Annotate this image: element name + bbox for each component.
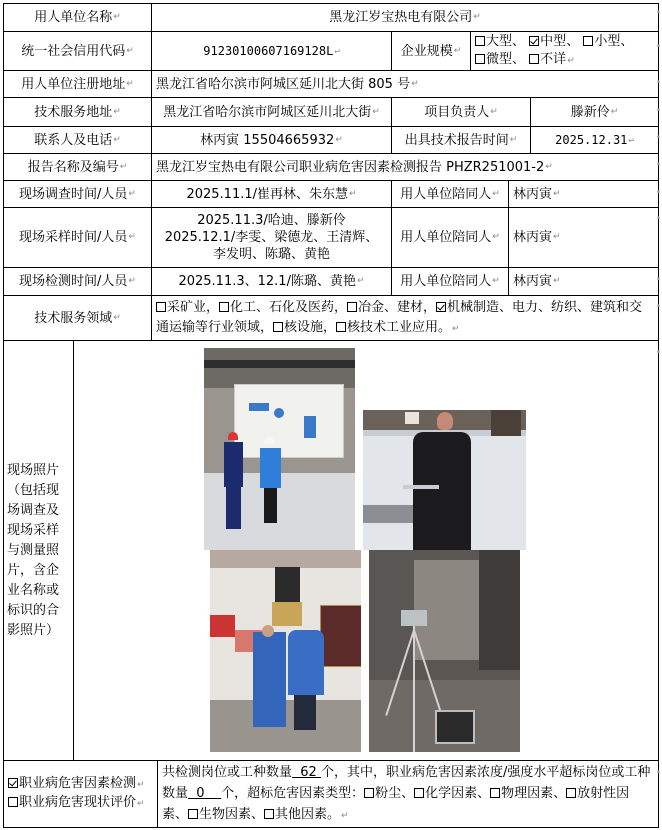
row-end-marker: •	[655, 302, 661, 312]
contact-label: 联系人及电话	[34, 132, 113, 148]
checkbox-icon[interactable]	[347, 302, 357, 312]
row-end-marker: •	[655, 133, 661, 143]
eval-option-assessment[interactable]: 职业病危害现状评价↵	[8, 794, 145, 813]
sampling-cell	[151, 207, 392, 268]
accompany-value: 林丙寅	[513, 230, 553, 245]
inspected-positions-count: 62	[292, 764, 321, 780]
report-date: 2025.12.31	[555, 132, 628, 147]
sampling-line: 李发明、陈璐、黄艳	[212, 247, 330, 262]
row-end-marker: •	[655, 275, 661, 285]
checkbox-icon[interactable]	[583, 36, 593, 46]
field-option-mining[interactable]: 采矿业，	[156, 300, 219, 315]
sampling-label: 现场采样时间/人员	[19, 230, 128, 245]
scale-options-cell: 大型、 中型、 小型、 微型、 不详↵	[470, 31, 659, 71]
testing-label-cell: 现场检测时间/人员 ↵	[3, 267, 152, 296]
row-end-marker: •	[655, 106, 661, 116]
checkbox-icon[interactable]	[219, 302, 229, 312]
scale-option-large[interactable]: 大型、	[475, 34, 525, 49]
report-name-label: 报告名称及编号	[27, 159, 119, 175]
report-date-label-cell: 出具技术报告时间 ↵	[391, 126, 531, 154]
checkbox-icon[interactable]	[566, 788, 576, 798]
contact: 林丙寅 15504665932	[200, 132, 335, 148]
survey-accompany-label-cell: 用人单位陪同人 ↵	[391, 180, 509, 208]
accompany-value: 林丙寅	[513, 186, 553, 202]
report-name-label-cell: 报告名称及编号 ↵	[3, 153, 152, 181]
reg-address: 黑龙江省哈尔滨市阿城区延川北大街 805 号	[156, 76, 411, 92]
photos-label-line: 现场照片	[7, 462, 60, 478]
hazard-option-physical[interactable]: 物理因素、	[490, 786, 566, 801]
sampling-accompany-cell: 林丙寅 ↵	[508, 207, 659, 268]
employer-name-cell: 黑龙江岁宝热电有限公司 ↵	[151, 3, 659, 32]
sampling-line: 2025.12.1/李雯、梁德龙、王清辉、	[164, 230, 379, 245]
row-end-marker: •	[655, 348, 661, 358]
accompany-value: 林丙寅	[513, 274, 553, 289]
service-address-label-cell: 技术服务地址 ↵	[3, 97, 152, 127]
project-lead: 滕新伶	[570, 104, 610, 120]
scale-option-unknown[interactable]: 不详	[529, 52, 566, 67]
checkbox-icon[interactable]	[156, 302, 166, 312]
accompany-label: 用人单位陪同人	[400, 186, 492, 202]
service-address-label: 技术服务地址	[34, 104, 113, 120]
contact-cell: 林丙寅 15504665932 ↵	[151, 126, 392, 154]
hazard-option-dust[interactable]: 粉尘、	[364, 786, 414, 801]
credit-code-cell: 91230100607169128L ↵	[151, 31, 392, 71]
photos-label-line: 片，含企	[7, 562, 60, 578]
report-name-cell: 黑龙江岁宝热电有限公司职业病危害因素检测报告 PHZR251001-2 ↵	[151, 153, 659, 181]
photos-label-line: （包括现	[7, 482, 60, 498]
testing-accompany-cell: 林丙寅 ↵	[508, 267, 659, 296]
employer-name-label-cell: 用人单位名称 ↵	[3, 3, 152, 32]
checkbox-icon[interactable]	[336, 322, 346, 332]
photos-label-line: 标识的合	[7, 602, 60, 618]
reg-address-label-cell: 用人单位注册地址 ↵	[3, 70, 152, 98]
checkbox-icon[interactable]	[273, 322, 283, 332]
eval-option-detection[interactable]: 职业病危害因素检测↵	[8, 775, 145, 794]
photos-cell	[73, 340, 659, 761]
scale-label: 企业规模	[400, 43, 453, 59]
report-date-cell: 2025.12.31 ↵	[530, 126, 659, 154]
checkbox-icon[interactable]	[414, 788, 424, 798]
hazard-option-biological[interactable]: 生物因素、	[188, 807, 264, 822]
field-option-nuclear[interactable]: 核设施，	[273, 320, 336, 335]
checkbox-icon[interactable]	[8, 797, 18, 807]
sampling-accompany-label-cell: 用人单位陪同人 ↵	[391, 207, 509, 268]
survey-label-cell: 现场调查时间/人员 ↵	[3, 180, 152, 208]
report-name: 黑龙江岁宝热电有限公司职业病危害因素检测报告 PHZR251001-2	[156, 159, 545, 175]
checkbox-icon[interactable]	[364, 788, 374, 798]
checkbox-icon[interactable]	[475, 54, 485, 64]
photo-survey-group-board	[204, 348, 355, 550]
row-end-marker: •	[655, 768, 661, 778]
photos-label-line: 场调查及	[7, 502, 60, 518]
photos-label-line: 与测量照	[7, 542, 60, 558]
scale-option-micro[interactable]: 微型、	[475, 52, 525, 67]
result-text-3: 个，超标危害因素类型：	[221, 785, 365, 801]
checkbox-checked-icon[interactable]	[8, 778, 18, 788]
checkbox-icon[interactable]	[490, 788, 500, 798]
field-label: 技术服务领域	[34, 310, 113, 326]
testing-label: 现场检测时间/人员	[19, 274, 128, 289]
project-lead-label: 项目负责人	[424, 104, 490, 120]
employer-name: 黑龙江岁宝热电有限公司	[329, 10, 473, 25]
sampling-label-cell: 现场采样时间/人员 ↵	[3, 207, 152, 268]
row-end-marker: •	[655, 214, 661, 224]
photo-instrument-tripod	[369, 550, 520, 752]
employer-name-label: 用人单位名称	[34, 10, 113, 25]
row-end-marker: •	[655, 42, 661, 52]
photos-label-line: 影照片）	[7, 622, 60, 638]
reg-address-label: 用人单位注册地址	[21, 76, 126, 92]
result-text-2: 个，其中，职业病危害因素浓度/强度水平超标岗位或工种数量	[162, 764, 651, 801]
hazard-option-other[interactable]: 其他因素。	[264, 807, 340, 822]
credit-code: 91230100607169128L	[203, 43, 334, 58]
hazard-option-radioactive[interactable]: 放射性因素、	[162, 785, 630, 822]
eval-type-cell	[3, 760, 158, 828]
accompany-label: 用人单位陪同人	[400, 274, 492, 289]
survey-label: 现场调查时间/人员	[19, 186, 128, 202]
scale-option-medium[interactable]: 中型、	[529, 34, 579, 49]
service-address-cell: 黑龙江省哈尔滨市阿城区延川北大街 ↵	[151, 97, 392, 127]
survey-value: 2025.11.1/崔再林、朱东慧	[186, 186, 348, 202]
project-lead-label-cell: 项目负责人 ↵	[391, 97, 531, 127]
testing-cell: 2025.11.3、12.1/陈璐、黄艳 ↵	[151, 267, 392, 296]
scale-label-cell: 企业规模 ↵	[391, 31, 471, 71]
project-lead-cell: 滕新伶 ↵	[530, 97, 659, 127]
scale-option-small[interactable]: 小型、	[583, 34, 633, 49]
field-option-chemical[interactable]: 化工、石化及医药，	[219, 300, 347, 315]
row-end-marker: •	[655, 78, 661, 88]
field-options-cell: 采矿业， 化工、石化及医药， 冶金、建材， 机械制造、电力、纺织、建筑和交通运输等行业领域， 核设施， 核技术工业应用。↵	[151, 295, 659, 341]
accompany-label: 用人单位陪同人	[400, 230, 492, 245]
checkbox-icon[interactable]	[264, 809, 274, 819]
reg-address-cell: 黑龙江省哈尔滨市阿城区延川北大街 805 号 ↵	[151, 70, 659, 98]
row-end-marker: •	[655, 160, 661, 170]
checkbox-icon[interactable]	[529, 54, 539, 64]
checkbox-checked-icon[interactable]	[529, 36, 539, 46]
testing-value: 2025.11.3、12.1/陈璐、黄艳	[178, 274, 356, 289]
exceeding-positions-count: 0	[188, 785, 222, 801]
sampling-line: 2025.11.3/哈迪、滕新伶	[197, 213, 346, 228]
contact-label-cell: 联系人及电话 ↵	[3, 126, 152, 154]
checkbox-checked-icon[interactable]	[436, 302, 446, 312]
row-end-marker: •	[655, 188, 661, 198]
field-option-machinery[interactable]: 机械制造、电力、纺织、建筑和交通运输等行业领域，	[156, 299, 643, 335]
photos-label-cell	[3, 340, 74, 761]
result-cell: 共检测岗位或工种数量 62 个，其中，职业病危害因素浓度/强度水平超标岗位或工种数量 0 个，超标危害因素类型： 粉尘、 化学因素、 物理因素、 放射性因素、 生物因素、 其他因素。↵	[157, 760, 659, 828]
credit-code-label-cell: 统一社会信用代码 ↵	[3, 31, 152, 71]
field-option-metallurgy[interactable]: 冶金、建材，	[347, 300, 436, 315]
photo-sampler-writing	[363, 410, 526, 550]
survey-accompany-cell: 林丙寅 ↵	[508, 180, 659, 208]
testing-accompany-label-cell: 用人单位陪同人 ↵	[391, 267, 509, 296]
photos-label-line: 业名称或	[7, 582, 60, 598]
survey-cell: 2025.11.1/崔再林、朱东慧 ↵	[151, 180, 392, 208]
credit-code-label: 统一社会信用代码	[21, 43, 126, 59]
field-option-nuclear-tech[interactable]: 核技术工业应用。	[336, 320, 451, 335]
hazard-option-chemical[interactable]: 化学因素、	[414, 786, 490, 801]
checkbox-icon[interactable]	[188, 809, 198, 819]
row-end-marker: •	[655, 8, 661, 18]
checkbox-icon[interactable]	[475, 36, 485, 46]
service-address: 黑龙江省哈尔滨市阿城区延川北大街	[163, 104, 372, 120]
photo-group-lobby	[210, 550, 361, 752]
report-date-label: 出具技术报告时间	[404, 132, 509, 148]
photos-label-line: 现场采样	[7, 522, 60, 538]
field-label-cell: 技术服务领域 ↵	[3, 295, 152, 341]
result-text-1: 共检测岗位或工种数量	[162, 764, 293, 780]
